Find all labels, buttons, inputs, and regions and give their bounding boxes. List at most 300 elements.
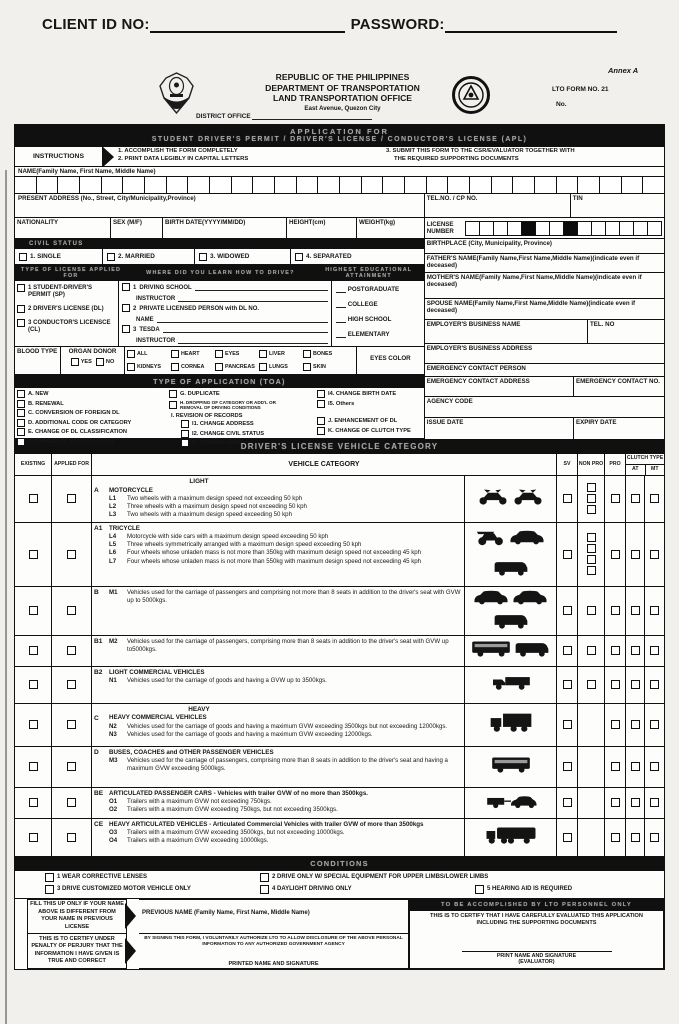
instructor2-input[interactable]: [178, 336, 328, 344]
organ-kidneys-checkbox[interactable]: [127, 363, 135, 371]
applied-B1-checkbox[interactable]: [67, 646, 76, 655]
sv-B-checkbox[interactable]: [563, 606, 572, 615]
tel-field[interactable]: TEL.NO. / CP NO.: [425, 194, 571, 217]
vehicle-row-B: [15, 587, 664, 636]
condition-3-checkbox[interactable]: [45, 885, 54, 894]
category-description: [109, 478, 462, 520]
employer-name-field[interactable]: EMPLOYER'S BUSINESS NAME: [425, 320, 588, 343]
married-checkbox[interactable]: [107, 253, 115, 261]
learn-to-drive-header: WHERE DID YOU LEARN HOW TO DRIVE?: [146, 270, 295, 276]
character-cell[interactable]: [508, 222, 522, 235]
character-cell[interactable]: [643, 177, 664, 193]
pro-D-checkbox[interactable]: [611, 762, 620, 771]
birthplace-field[interactable]: BIRTHPLACE (City, Municipality, Province): [425, 239, 664, 254]
vehicle-image-bus: [465, 747, 557, 787]
elementary-mark[interactable]: [336, 330, 346, 338]
license-number-field: [425, 218, 664, 239]
password-label: PASSWORD:: [350, 16, 445, 33]
toa-duplicate[interactable]: G. DUPLICATE: [169, 390, 317, 398]
category-line-L6: L6 Four wheels whose unladen mass is not more than 350kg with maximum design speed not exceeding 45 kph: [109, 549, 422, 557]
category-D: [92, 747, 465, 787]
toa-others[interactable]: I5. Others: [317, 400, 422, 408]
spouse-name-field[interactable]: SPOUSE NAME(Family Name,First Name,Middle Name)(indicate even if deceased): [425, 299, 664, 320]
pro-CE-checkbox[interactable]: [611, 833, 620, 842]
college-mark[interactable]: [336, 300, 346, 308]
nonpro-A-checkbox[interactable]: [587, 494, 596, 503]
application-form: [14, 124, 665, 970]
applied-B2-checkbox[interactable]: [67, 680, 76, 689]
mt-A-checkbox[interactable]: [650, 494, 659, 503]
toa-clutch[interactable]: K. CHANGE OF CLUTCH TYPE: [317, 427, 422, 435]
organ-cornea[interactable]: CORNEA: [171, 363, 213, 371]
toa-column-2: [169, 390, 317, 446]
condition-2[interactable]: 2 DRIVE ONLY W/ SPECIAL EQUIPMENT FOR UPPER LIMBS/LOWER LIMBS: [260, 873, 660, 882]
category-description: [109, 749, 462, 785]
organ-skin-checkbox[interactable]: [303, 363, 311, 371]
education-highschool[interactable]: HIGH SCHOOL: [336, 315, 420, 323]
highschool-mark[interactable]: [336, 315, 346, 323]
instructor2-line[interactable]: INSTRUCTOR: [122, 336, 328, 344]
pro-D-cell: [605, 747, 626, 787]
character-cell[interactable]: [578, 222, 592, 235]
mt-B2-cell: [645, 667, 664, 703]
toa-change-address[interactable]: I1. CHANGE ADDRESS: [181, 420, 317, 428]
tesda-option[interactable]: 3 TESDA: [122, 325, 328, 333]
toa-expired[interactable]: F. EXPIRED DL WITH VALID FDL: [17, 438, 169, 446]
condition-4[interactable]: 4 DAYLIGHT DRIVING ONLY: [260, 885, 475, 894]
present-address-field[interactable]: [15, 194, 424, 218]
organ-donor-no[interactable]: NO: [96, 358, 114, 366]
character-cell[interactable]: [427, 177, 449, 193]
toa-change-address-checkbox[interactable]: [181, 420, 189, 428]
toa-change-class-checkbox[interactable]: [17, 428, 25, 436]
at-B2-checkbox[interactable]: [631, 680, 640, 689]
applied-C-checkbox[interactable]: [67, 720, 76, 729]
organ-all-checkbox[interactable]: [127, 350, 135, 358]
sv-A-checkbox[interactable]: [563, 494, 572, 503]
sv-B1-checkbox[interactable]: [563, 646, 572, 655]
bus-silhouette: [470, 639, 512, 662]
toa-additional[interactable]: D. ADDITIONAL CODE OR CATEGORY: [17, 419, 169, 427]
issue-date-field[interactable]: ISSUE DATE: [425, 418, 574, 439]
category-code: B1: [94, 637, 103, 645]
vehicle-table-body: [15, 476, 664, 857]
nonpro-BE-cell: [578, 788, 605, 818]
condition-4-checkbox[interactable]: [260, 885, 269, 894]
existing-A-checkbox[interactable]: [29, 494, 38, 503]
vehicle-row-B1: [15, 636, 664, 667]
character-cell[interactable]: [622, 177, 644, 193]
organ-cornea-checkbox[interactable]: [171, 363, 179, 371]
existing-D-checkbox[interactable]: [29, 762, 38, 771]
nonpro-B1-checkbox[interactable]: [587, 646, 596, 655]
nonpro-A-checkbox[interactable]: [587, 483, 596, 492]
toa-dropping-checkbox[interactable]: [169, 401, 177, 409]
sv-D-checkbox[interactable]: [563, 762, 572, 771]
toa-dropping[interactable]: H. DROPPING OF CATEGORY OR ADD'L OR REMOVAL OF DRIVING CONDITIONS: [169, 400, 317, 411]
toa-clutch-checkbox[interactable]: [317, 427, 325, 435]
character-cell[interactable]: [480, 222, 494, 235]
character-cell[interactable]: [634, 222, 648, 235]
character-cell[interactable]: [188, 177, 210, 193]
mt-B-checkbox[interactable]: [650, 606, 659, 615]
organ-eyes-checkbox[interactable]: [215, 350, 223, 358]
organ-liver[interactable]: LIVER: [259, 350, 301, 358]
private-person-name-line[interactable]: NAME: [122, 315, 328, 323]
dl-checkbox[interactable]: [17, 305, 25, 313]
category-description: [109, 525, 462, 584]
tesda-checkbox[interactable]: [122, 325, 130, 333]
sv-B2-cell: [557, 667, 578, 703]
organ-heart[interactable]: HEART: [171, 350, 213, 358]
nationality-field[interactable]: NATIONALITY: [15, 218, 111, 238]
emergency-no-field[interactable]: EMERGENCY CONTACT NO.: [576, 378, 660, 385]
character-cell[interactable]: [492, 177, 514, 193]
pro-B1-checkbox[interactable]: [611, 646, 620, 655]
nonpro-A1-checkbox[interactable]: [587, 566, 596, 575]
client-id-input[interactable]: [150, 17, 345, 33]
applied-CE-checkbox[interactable]: [67, 833, 76, 842]
single-checkbox[interactable]: [19, 253, 27, 261]
pro-A1-cell: [605, 523, 626, 586]
character-cell[interactable]: [448, 177, 470, 193]
toa-change-civil-checkbox[interactable]: [181, 430, 189, 438]
mt-BE-checkbox[interactable]: [650, 798, 659, 807]
education-college[interactable]: COLLEGE: [336, 300, 420, 308]
education-elementary[interactable]: ELEMENTARY: [336, 330, 420, 338]
evaluator-signature-line[interactable]: [462, 951, 612, 952]
condition-1-checkbox[interactable]: [45, 873, 54, 882]
at-B-checkbox[interactable]: [631, 606, 640, 615]
employer-tel-field[interactable]: TEL. NO: [590, 321, 615, 328]
nonpro-A1-checkbox[interactable]: [587, 544, 596, 553]
toa-enhancement-checkbox[interactable]: [317, 417, 325, 425]
at-C-checkbox[interactable]: [631, 720, 640, 729]
mt-B2-checkbox[interactable]: [650, 680, 659, 689]
organs-list: [125, 347, 357, 374]
toa-additional-checkbox[interactable]: [17, 419, 25, 427]
driving-school-option[interactable]: 1 DRIVING SCHOOL: [122, 283, 328, 291]
sv-BE-checkbox[interactable]: [563, 798, 572, 807]
category-code: A: [94, 487, 99, 494]
category-code: B2: [94, 668, 103, 676]
character-cell[interactable]: [58, 177, 80, 193]
license-type-sp[interactable]: 1 STUDENT-DRIVER'S PERMIT (SP): [17, 284, 116, 299]
organ-bones-checkbox[interactable]: [303, 350, 311, 358]
organ-kidneys[interactable]: KIDNEYS: [127, 363, 169, 371]
toa-revision-heading: I. REVISION OF RECORDS: [171, 413, 243, 419]
col-sv-label: SV: [557, 454, 578, 475]
civil-single-option[interactable]: 1. SINGLE: [15, 249, 103, 264]
license-number-label: LICENSE NUMBER: [426, 220, 454, 235]
organ-donor-yes[interactable]: YES: [71, 358, 92, 366]
postgraduate-mark[interactable]: [336, 285, 346, 293]
character-cell[interactable]: [600, 177, 622, 193]
instruction-3b: THE REQUIRED SUPPORTING DOCUMENTS: [394, 155, 519, 162]
organ-donor-no-checkbox[interactable]: [96, 358, 104, 366]
organ-donor-yes-checkbox[interactable]: [71, 358, 79, 366]
condition-3[interactable]: 3 DRIVE CUSTOMIZED MOTOR VEHICLE ONLY: [45, 885, 260, 894]
applied-D-checkbox[interactable]: [67, 762, 76, 771]
perjury-arrow-icon: [125, 938, 136, 964]
emergency-address-field[interactable]: EMERGENCY CONTACT ADDRESS: [425, 377, 574, 396]
license-type-cl[interactable]: 3 CONDUCTOR'S LICENSCE (CL): [17, 319, 116, 334]
character-cell[interactable]: [470, 177, 492, 193]
existing-B-checkbox[interactable]: [29, 606, 38, 615]
at-B-cell: [626, 587, 645, 635]
car-silhouette: [472, 588, 510, 610]
character-cell[interactable]: [210, 177, 232, 193]
applied-A-cell: [52, 476, 92, 522]
character-cell[interactable]: [513, 177, 535, 193]
toa-change-name[interactable]: I3. CHANGE NAME: [181, 439, 317, 447]
category-group-label: LIGHT: [189, 478, 209, 485]
character-cell[interactable]: [648, 222, 661, 235]
character-cell[interactable]: [102, 177, 124, 193]
character-cell[interactable]: [145, 177, 167, 193]
conditions-options: [15, 871, 664, 899]
character-cell[interactable]: [80, 177, 102, 193]
col-at-label: AT: [626, 465, 646, 475]
col-pro-label: PRO: [605, 454, 626, 475]
character-cell[interactable]: [405, 177, 427, 193]
toa-change-name-checkbox[interactable]: [181, 439, 189, 447]
character-cell[interactable]: [275, 177, 297, 193]
separator-cell: [522, 222, 536, 235]
van-silhouette: [492, 611, 530, 634]
printed-name-signature-label[interactable]: PRINTED NAME AND SIGNATURE: [228, 960, 319, 967]
category-code: C: [94, 714, 99, 722]
nonpro-B-checkbox[interactable]: [587, 606, 596, 615]
organ-heart-checkbox[interactable]: [171, 350, 179, 358]
instructor1-input[interactable]: [178, 294, 328, 302]
pro-C-checkbox[interactable]: [611, 720, 620, 729]
at-A-checkbox[interactable]: [631, 494, 640, 503]
expiry-date-field[interactable]: EXPIRY DATE: [576, 419, 617, 426]
personal-info-right: [424, 194, 664, 439]
character-cell[interactable]: [167, 177, 189, 193]
toa-conversion[interactable]: C. CONVERSION OF FOREIGN DL: [17, 409, 169, 417]
pro-B-checkbox[interactable]: [611, 606, 620, 615]
existing-A1-checkbox[interactable]: [29, 550, 38, 559]
mt-A1-checkbox[interactable]: [650, 550, 659, 559]
character-cell[interactable]: [536, 222, 550, 235]
lto-seal: [158, 72, 195, 119]
category-line-N1: N1 Vehicles used for the carriage of goods and having a GVW up to 3500kgs.: [109, 677, 327, 685]
pro-A1-checkbox[interactable]: [611, 550, 620, 559]
character-cell[interactable]: [466, 222, 480, 235]
license-type-dl[interactable]: 2 DRIVER'S LICENSE (DL): [17, 305, 116, 313]
character-cell[interactable]: [37, 177, 59, 193]
previous-name-field[interactable]: PREVIOUS NAME (Family Name, First Name, Middle Name): [139, 899, 409, 935]
emergency-contact-row: [425, 377, 664, 397]
district-office-input[interactable]: [252, 112, 372, 120]
at-BE-checkbox[interactable]: [631, 798, 640, 807]
character-cell[interactable]: [606, 222, 620, 235]
mt-C-checkbox[interactable]: [650, 720, 659, 729]
height-field[interactable]: HEIGHT(cm): [287, 218, 357, 238]
character-cell[interactable]: [232, 177, 254, 193]
organ-eyes[interactable]: EYES: [215, 350, 257, 358]
applied-A1-checkbox[interactable]: [67, 550, 76, 559]
toa-new-checkbox[interactable]: [17, 390, 25, 398]
sv-CE-checkbox[interactable]: [563, 833, 572, 842]
sex-field[interactable]: SEX (M/F): [111, 218, 163, 238]
condition-5-checkbox[interactable]: [475, 885, 484, 894]
at-B1-checkbox[interactable]: [631, 646, 640, 655]
existing-BE-checkbox[interactable]: [29, 798, 38, 807]
toa-change-birthdate-checkbox[interactable]: [317, 390, 325, 398]
sp-checkbox[interactable]: [17, 284, 25, 292]
toa-expired-checkbox[interactable]: [17, 438, 25, 446]
character-cell[interactable]: [15, 177, 37, 193]
blood-organ-row: [15, 347, 424, 375]
organ-liver-checkbox[interactable]: [259, 350, 267, 358]
existing-C-checkbox[interactable]: [29, 720, 38, 729]
pro-B2-checkbox[interactable]: [611, 680, 620, 689]
vehicle-image-htruck: [465, 704, 557, 746]
toa-change-civil[interactable]: I2. CHANGE CIVIL STATUS: [181, 430, 317, 438]
organ-pancreas-checkbox[interactable]: [215, 363, 223, 371]
toa-duplicate-checkbox[interactable]: [169, 390, 177, 398]
toa-new[interactable]: A. NEW: [17, 390, 169, 398]
nonpro-A-checkbox[interactable]: [587, 505, 596, 514]
character-cell[interactable]: [123, 177, 145, 193]
driving-school-input[interactable]: [195, 283, 328, 291]
mt-CE-checkbox[interactable]: [650, 833, 659, 842]
existing-B2-checkbox[interactable]: [29, 680, 38, 689]
character-cell[interactable]: [535, 177, 557, 193]
employer-address-field[interactable]: EMPLOYER'S BUSINESS ADDRESS: [425, 344, 664, 364]
license-number-boxes[interactable]: [465, 221, 662, 236]
instructor1-line[interactable]: INSTRUCTOR: [122, 294, 328, 302]
nonpro-A1-checkbox[interactable]: [587, 533, 596, 542]
at-D-checkbox[interactable]: [631, 762, 640, 771]
mt-B1-checkbox[interactable]: [650, 646, 659, 655]
character-cell[interactable]: [318, 177, 340, 193]
existing-B1-checkbox[interactable]: [29, 646, 38, 655]
col-category-label: VEHICLE CATEGORY: [92, 454, 557, 475]
organ-lungs[interactable]: LUNGS: [259, 363, 301, 371]
cl-checkbox[interactable]: [17, 319, 25, 327]
password-input[interactable]: [445, 17, 617, 33]
applied-B-checkbox[interactable]: [67, 606, 76, 615]
annex-label: Annex A: [608, 66, 639, 75]
condition-5[interactable]: 5 HEARING AID IS REQUIRED: [475, 885, 660, 894]
widowed-checkbox[interactable]: [199, 253, 207, 261]
category-line-L5: L5 Three wheels symmetrically arranged with a maximum design speed exceeding 50 kph: [109, 541, 362, 549]
toa-enhancement[interactable]: J. ENHANCEMENT OF DL: [317, 417, 422, 425]
existing-BE-cell: [15, 788, 52, 818]
evaluator-signature-zone[interactable]: [410, 951, 663, 968]
certification-middle: [139, 899, 409, 969]
toa-change-birthdate[interactable]: I4. CHANGE BIRTH DATE: [317, 390, 422, 398]
at-A1-checkbox[interactable]: [631, 550, 640, 559]
character-cell[interactable]: [494, 222, 508, 235]
education-postgraduate[interactable]: POSTGRADUATE: [336, 285, 420, 293]
fill-note-arrow-icon: [125, 903, 136, 929]
nonpro-B2-checkbox[interactable]: [587, 680, 596, 689]
sv-C-checkbox[interactable]: [563, 720, 572, 729]
emergency-person-field[interactable]: EMERGENCY CONTACT PERSON: [425, 364, 664, 377]
driving-school-checkbox[interactable]: [122, 283, 130, 291]
mt-D-checkbox[interactable]: [650, 762, 659, 771]
character-cell[interactable]: [550, 222, 564, 235]
condition-2-checkbox[interactable]: [260, 873, 269, 882]
issue-expiry-row: [425, 418, 664, 439]
father-name-field[interactable]: FATHER'S NAME(Family Name,First Name,Middle Name)(indicate even if deceased): [425, 254, 664, 273]
sv-A1-checkbox[interactable]: [563, 550, 572, 559]
toa-options: [15, 388, 424, 446]
sv-B2-checkbox[interactable]: [563, 680, 572, 689]
category-line-M2: M2 Vehicles used for the carriage of passengers, comprising more than 8 seats in addition to the driver's seat with GVW up to5000kgs.: [109, 637, 449, 653]
private-person-option[interactable]: 2 PRIVATE LICENSED PERSON with DL NO.: [122, 304, 328, 312]
organ-lungs-checkbox[interactable]: [259, 363, 267, 371]
character-cell[interactable]: [253, 177, 275, 193]
sv-D-cell: [557, 747, 578, 787]
toa-renewal-checkbox[interactable]: [17, 400, 25, 408]
blood-type-field[interactable]: BLOOD TYPE: [15, 347, 61, 374]
tesda-input[interactable]: [163, 325, 328, 333]
character-cell[interactable]: [620, 222, 634, 235]
organ-skin[interactable]: SKIN: [303, 363, 345, 371]
character-cell[interactable]: [362, 177, 384, 193]
existing-CE-checkbox[interactable]: [29, 833, 38, 842]
vehicle-row-CE: [15, 819, 664, 857]
agency-code-field[interactable]: AGENCY CODE: [425, 397, 664, 418]
private-person-checkbox[interactable]: [122, 304, 130, 312]
category-line-L7: L7 Four wheels whose unladen mass is not more than 550kg with maximum design speed not exceeding 45 kph: [109, 557, 422, 565]
civil-widowed-option[interactable]: 3. WIDOWED: [195, 249, 291, 264]
toa-others-checkbox[interactable]: [317, 400, 325, 408]
toa-renewal[interactable]: B. RENEWAL: [17, 400, 169, 408]
mother-name-field[interactable]: MOTHER'S NAME(Family Name,First Name,Middle Name)(indicate even if deceased): [425, 273, 664, 299]
eyes-color-field[interactable]: EYES COLOR: [370, 355, 411, 362]
birth-date-field[interactable]: BIRTH DATE(YYYY/MM/DD): [163, 218, 287, 238]
name-character-boxes[interactable]: [15, 177, 664, 194]
private-person-name-input[interactable]: [157, 315, 328, 323]
organ-bones[interactable]: BONES: [303, 350, 345, 358]
character-cell[interactable]: [578, 177, 600, 193]
civil-married-option[interactable]: 2. MARRIED: [103, 249, 195, 264]
at-CE-checkbox[interactable]: [631, 833, 640, 842]
toa-conversion-checkbox[interactable]: [17, 409, 25, 417]
at-D-cell: [626, 747, 645, 787]
applied-A-checkbox[interactable]: [67, 494, 76, 503]
toa-header: TYPE OF APPLICATION (TOA): [15, 375, 424, 388]
pro-A-checkbox[interactable]: [611, 494, 620, 503]
character-cell[interactable]: [340, 177, 362, 193]
category-line-N2: N2 Vehicles used for the carriage of goods and having a maximum GVW exceeding 3500kgs but not exceeding 12000kgs.: [109, 722, 448, 730]
character-cell[interactable]: [383, 177, 405, 193]
civil-separated-option[interactable]: 4. SEPARATED: [291, 249, 424, 264]
organ-pancreas[interactable]: PANCREAS: [215, 363, 257, 371]
character-cell[interactable]: [297, 177, 319, 193]
weight-field[interactable]: WEIGHT(kg): [359, 219, 396, 226]
organ-all[interactable]: ALL: [127, 350, 169, 358]
nonpro-A1-checkbox[interactable]: [587, 555, 596, 564]
title-line1: APPLICATION FOR: [289, 127, 390, 136]
character-cell[interactable]: [557, 177, 579, 193]
tin-field[interactable]: TIN: [572, 195, 583, 202]
separated-checkbox[interactable]: [295, 253, 303, 261]
character-cell[interactable]: [592, 222, 606, 235]
condition-1[interactable]: 1 WEAR CORRECTIVE LENSES: [45, 873, 260, 882]
toa-change-class[interactable]: E. CHANGE OF DL CLASSIFICATION: [17, 428, 169, 436]
at-A1-cell: [626, 523, 645, 586]
applied-BE-checkbox[interactable]: [67, 798, 76, 807]
pro-BE-checkbox[interactable]: [611, 798, 620, 807]
